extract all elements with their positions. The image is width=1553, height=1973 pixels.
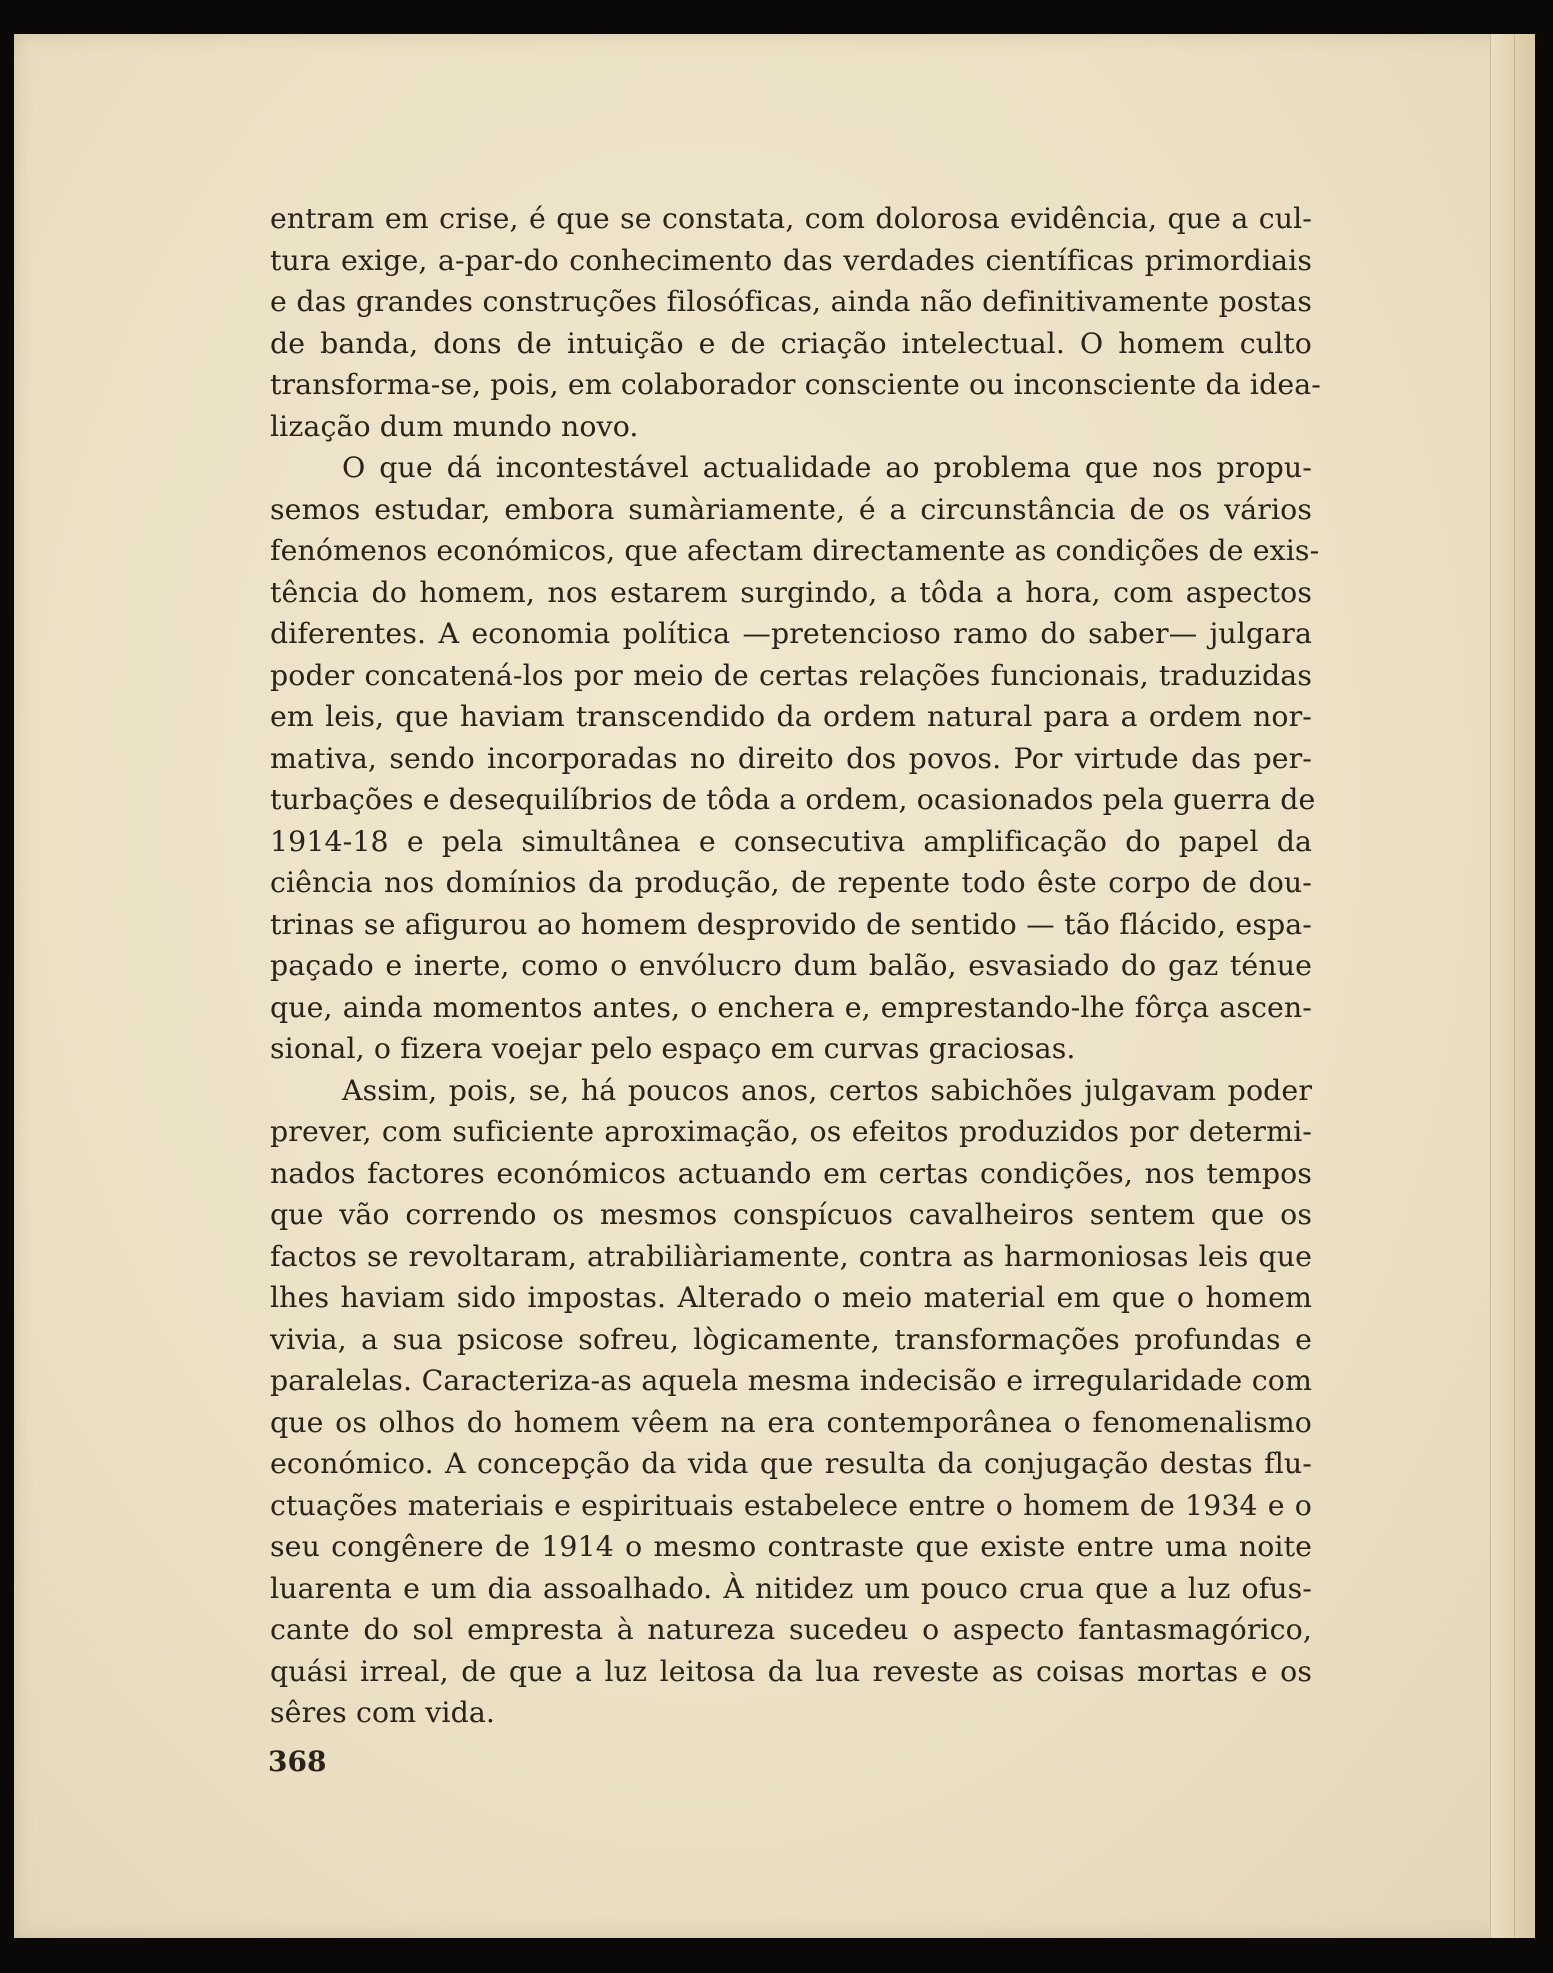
page-edge [1490, 34, 1535, 1938]
text-line: trinas se afigurou ao homem desprovido de sentido — tão flácido, espa- [270, 907, 1312, 941]
text-line: factos se revoltaram, atrabiliàriamente, contra as harmoniosas leis que [270, 1239, 1312, 1273]
page-fold-line [1514, 34, 1515, 1938]
text-line: paralelas. Caracteriza-as aquela mesma indecisão e irregularidade com [270, 1364, 1312, 1397]
text-line: e das grandes construções filosóficas, ainda não definitivamente postas [270, 285, 1312, 318]
text-line: prever, com suficiente aproximação, os efeitos produzidos por determi- [270, 1115, 1312, 1148]
text-line: turbações e desequilíbrios de tôda a ordem, ocasionados pela guerra de [270, 783, 1316, 816]
text-line: de banda, dons de intuição e de criação intelectual. O homem culto [270, 326, 1312, 360]
text-line: cante do sol empresta à natureza sucedeu o aspecto fantasmagórico, [270, 1613, 1312, 1646]
text-line: tura exige, a-par-do conhecimento das verdades científicas primordiais [270, 243, 1312, 277]
text-line: fenómenos económicos, que afectam directamente as condições de exis- [270, 534, 1320, 567]
text-line: em leis, que haviam transcendido da ordem natural para a ordem nor- [270, 700, 1312, 733]
text-line: ciência nos domínios da produção, de repente todo êste corpo de dou- [270, 866, 1312, 899]
text-line: luarenta e um dia assoalhado. À nitidez um pouco crua que a luz ofus- [270, 1571, 1312, 1605]
text-line: paçado e inerte, como o envólucro dum balão, esvasiado do gaz ténue [270, 949, 1312, 982]
text-line: lização dum mundo novo. [270, 409, 639, 443]
page-number: 368 [268, 1745, 327, 1778]
text-line: Assim, pois, se, há poucos anos, certos sabichões julgavam poder [342, 1073, 1312, 1107]
text-line: entram em crise, é que se constata, com dolorosa evidência, que a cul- [270, 202, 1312, 235]
text-line: lhes haviam sido impostas. Alterado o meio material em que o homem [270, 1281, 1312, 1314]
text-line: sional, o fizera voejar pelo espaço em curvas graciosas. [270, 1032, 1076, 1065]
text-line: que os olhos do homem vêem na era contemporânea o fenomenalismo [270, 1405, 1312, 1439]
text-line: semos estudar, embora sumàriamente, é a circunstância de os vários [270, 492, 1312, 526]
body-text [270, 198, 1321, 1734]
text-line: sêres com vida. [270, 1696, 496, 1729]
text-line: que, ainda momentos antes, o enchera e, emprestando-lhe fôrça ascen- [270, 990, 1312, 1024]
text-line: mativa, sendo incorporadas no direito dos povos. Por virtude das per- [270, 741, 1312, 775]
text-line: tência do homem, nos estarem surgindo, a tôda a hora, com aspectos [270, 575, 1312, 609]
text-line: ctuações materiais e espirituais estabelece entre o homem de 1934 e o [270, 1488, 1312, 1522]
text-line: quási irreal, de que a luz leitosa da lua reveste as coisas mortas e os [270, 1654, 1312, 1688]
text-line: económico. A concepção da vida que resulta da conjugação destas flu- [270, 1447, 1312, 1480]
text-line: vivia, a sua psicose sofreu, lògicamente, transformações profundas e [270, 1322, 1312, 1356]
text-line: que vão correndo os mesmos conspícuos cavalheiros sentem que os [270, 1198, 1312, 1231]
text-line: nados factores económicos actuando em certas condições, nos tempos [270, 1156, 1312, 1190]
text-line: seu congênere de 1914 o mesmo contraste que existe entre uma noite [270, 1530, 1312, 1563]
text-line: diferentes. A economia política —pretencioso ramo do saber— julgara [270, 617, 1312, 650]
text-line: 1914-18 e pela simultânea e consecutiva amplificação do papel da [270, 824, 1312, 858]
text-line: poder concatená-los por meio de certas relações funcionais, traduzidas [270, 658, 1312, 692]
text-line: O que dá incontestável actualidade ao problema que nos propu- [342, 451, 1312, 484]
text-line: transforma-se, pois, em colaborador consciente ou inconsciente da idea- [270, 368, 1321, 401]
